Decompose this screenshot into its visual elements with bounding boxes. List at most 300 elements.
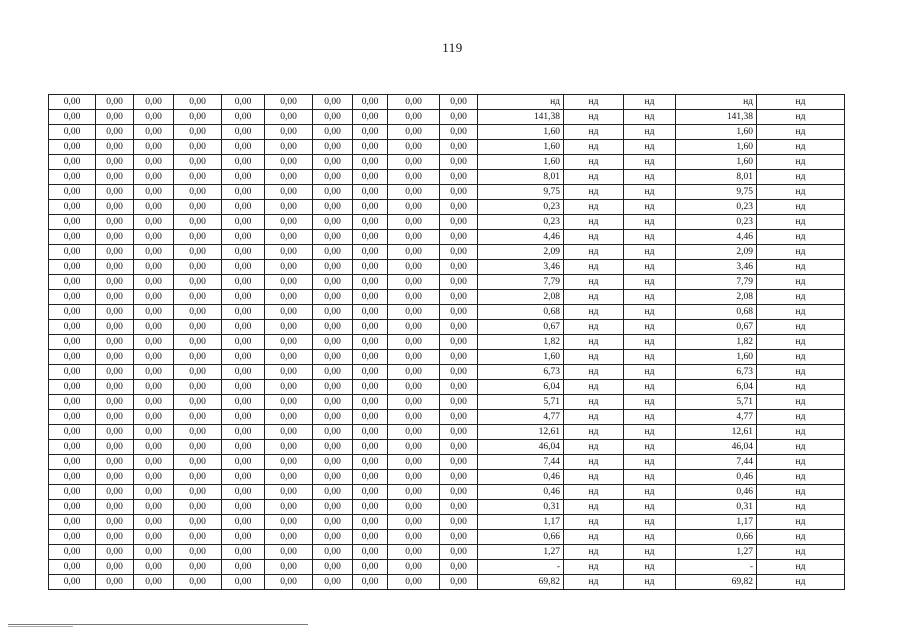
table-cell: нд [757,320,845,335]
table-cell: 0,00 [440,530,478,545]
table-cell: 0,00 [353,380,388,395]
table-cell: 0,00 [265,440,313,455]
table-cell: нд [624,560,676,575]
table-cell: 0,00 [265,230,313,245]
table-cell: 0,00 [388,350,440,365]
table-cell: 0,00 [265,560,313,575]
table-cell: 0,23 [478,200,564,215]
table-cell: 5,71 [478,395,564,410]
table-cell: 0,00 [440,245,478,260]
table-cell: 0,00 [134,455,174,470]
table-cell: нд [564,275,624,290]
table-cell: 0,00 [96,200,134,215]
table-cell: 0,00 [265,575,313,590]
table-cell: 1,17 [478,515,564,530]
table-cell: нд [564,575,624,590]
table-cell: - [478,560,564,575]
table-cell: 0,00 [440,560,478,575]
table-cell: 0,00 [96,125,134,140]
table-row [49,575,845,590]
table-cell: 0,00 [134,260,174,275]
table-cell: 0,00 [313,200,353,215]
table-cell: 0,00 [265,155,313,170]
table-cell: 0,00 [353,530,388,545]
table-cell: нд [624,485,676,500]
table-cell: 0,00 [49,185,96,200]
table-row [49,530,845,545]
table-cell: 0,00 [440,215,478,230]
table-cell: нд [564,350,624,365]
table-cell: 0,00 [313,455,353,470]
table-cell: 0,00 [49,395,96,410]
table-cell: 0,00 [174,380,222,395]
table-cell: 0,00 [222,215,265,230]
table-cell: нд [757,230,845,245]
table-cell: 0,00 [353,410,388,425]
table-cell: 0,00 [388,530,440,545]
table-cell: 0,00 [49,95,96,110]
table-cell: нд [624,230,676,245]
table-cell: 6,73 [478,365,564,380]
table-cell: 1,27 [478,545,564,560]
table-cell: 0,00 [440,200,478,215]
table-cell: 0,00 [353,200,388,215]
table-row [49,380,845,395]
table-cell: 0,00 [174,350,222,365]
table-cell: 0,00 [49,320,96,335]
table-cell: 6,04 [676,380,757,395]
table-cell: 0,00 [313,470,353,485]
table-cell: нд [624,200,676,215]
table-cell: 0,00 [353,470,388,485]
table-cell: 0,00 [388,545,440,560]
table-cell: 0,00 [134,215,174,230]
table-cell: 0,00 [222,125,265,140]
table-cell: нд [757,455,845,470]
table-cell: 0,00 [222,515,265,530]
table-cell: 0,00 [174,245,222,260]
table-cell: 0,00 [222,185,265,200]
table-cell: 46,04 [676,440,757,455]
table-cell: 0,00 [265,305,313,320]
table-cell: 0,00 [96,350,134,365]
table-cell: нд [757,290,845,305]
table-cell: 0,00 [49,245,96,260]
table-cell: 0,00 [440,155,478,170]
table-cell: нд [757,425,845,440]
table-row [49,410,845,425]
table-cell: 0,00 [388,155,440,170]
table-cell: 0,00 [222,575,265,590]
table-cell: 0,00 [49,470,96,485]
table-cell: 0,31 [478,500,564,515]
table-cell: 1,60 [676,350,757,365]
table-cell: 0,00 [222,230,265,245]
table-cell: 0,00 [313,110,353,125]
table-cell: 0,00 [222,410,265,425]
table-cell: 0,00 [388,380,440,395]
table-cell: нд [564,290,624,305]
table-cell: 0,00 [134,425,174,440]
table-cell: 0,00 [265,110,313,125]
table-row [49,245,845,260]
table-cell: 0,00 [96,410,134,425]
table-cell: 141,38 [676,110,757,125]
table-cell: 0,00 [353,320,388,335]
table-cell: 0,00 [49,500,96,515]
table-cell: 1,82 [478,335,564,350]
table-cell: 0,00 [134,395,174,410]
table-cell: 0,00 [134,350,174,365]
table-cell: 1,27 [676,545,757,560]
table-cell: 0,00 [313,260,353,275]
table-cell: 0,00 [96,245,134,260]
table-cell: 0,00 [440,170,478,185]
table-cell: нд [564,170,624,185]
table-cell: 0,00 [313,560,353,575]
table-row [49,110,845,125]
table-cell: 0,00 [49,425,96,440]
table-cell: 0,00 [265,215,313,230]
table-cell: 0,00 [222,530,265,545]
table-cell: 0,00 [440,380,478,395]
table-cell: 0,00 [265,335,313,350]
table-cell: 9,75 [676,185,757,200]
table-cell: 0,00 [49,410,96,425]
table-cell: 0,00 [96,545,134,560]
table-cell: 0,00 [174,335,222,350]
table-cell: нд [757,380,845,395]
table-cell: 9,75 [478,185,564,200]
footer-rule [8,624,308,625]
table-cell: 1,82 [676,335,757,350]
table-cell: нд [624,215,676,230]
table-cell: 0,00 [265,95,313,110]
table-cell: 0,00 [174,485,222,500]
table-cell: 0,00 [265,410,313,425]
table-cell: 4,77 [676,410,757,425]
table-cell: 0,00 [353,500,388,515]
table-cell: 0,00 [96,395,134,410]
table-row [49,485,845,500]
table-cell: 0,00 [265,245,313,260]
table-cell: 0,00 [174,575,222,590]
table-cell: 0,00 [313,380,353,395]
table-cell: 0,00 [96,500,134,515]
table-cell: 0,00 [440,230,478,245]
table-cell: 0,00 [174,305,222,320]
table-cell: 0,00 [134,170,174,185]
table-cell: нд [757,125,845,140]
table-cell: 0,00 [313,230,353,245]
table-cell: нд [624,125,676,140]
table-cell: нд [624,545,676,560]
table-cell: 0,00 [96,185,134,200]
table-cell: 0,00 [96,560,134,575]
table-cell: 0,00 [388,320,440,335]
table-cell: 0,00 [134,380,174,395]
table-cell: нд [757,95,845,110]
table-row [49,365,845,380]
table-cell: нд [757,185,845,200]
table-cell: нд [757,395,845,410]
table-cell: 5,71 [676,395,757,410]
table-cell: 0,68 [676,305,757,320]
table-cell: 0,00 [134,95,174,110]
table-cell: 0,00 [134,155,174,170]
table-cell: 1,60 [676,155,757,170]
table-cell: 0,00 [265,530,313,545]
table-cell: нд [564,185,624,200]
table-cell: нд [624,140,676,155]
table-cell: 0,23 [676,215,757,230]
table-cell: 0,00 [265,275,313,290]
table-row [49,260,845,275]
table-cell: 0,00 [440,335,478,350]
table-cell: 0,00 [388,185,440,200]
table-cell: нд [757,560,845,575]
table-cell: нд [564,305,624,320]
table-cell: 0,00 [49,155,96,170]
table-cell: 0,00 [313,575,353,590]
table-cell: 0,00 [174,530,222,545]
table-cell: 0,00 [313,545,353,560]
table-cell: нд [624,275,676,290]
table-cell: нд [564,335,624,350]
table-cell: 0,00 [96,380,134,395]
table-cell: 0,00 [440,455,478,470]
table-cell: 7,44 [676,455,757,470]
table-cell: нд [757,440,845,455]
table-cell: нд [564,140,624,155]
table-cell: 1,60 [478,140,564,155]
table-cell: 0,00 [353,95,388,110]
table-cell: 0,00 [134,575,174,590]
table-cell: 0,00 [313,395,353,410]
table-cell: 0,00 [440,425,478,440]
table-cell: 7,79 [478,275,564,290]
table-cell: нд [624,95,676,110]
table-cell: 0,00 [49,275,96,290]
table-row [49,305,845,320]
table-cell: нд [564,245,624,260]
table-cell: 0,00 [222,470,265,485]
table-cell: 0,67 [676,320,757,335]
table-cell: 69,82 [478,575,564,590]
table-cell: 3,46 [478,260,564,275]
table-cell: нд [564,155,624,170]
table-cell: 0,00 [388,275,440,290]
table-cell: нд [757,470,845,485]
table-cell: 0,00 [134,410,174,425]
table-cell: нд [624,365,676,380]
table-cell: 0,00 [96,155,134,170]
table-cell: 0,00 [353,350,388,365]
table-cell: 0,00 [313,365,353,380]
table-cell: 0,00 [134,230,174,245]
table-cell: 0,00 [174,140,222,155]
table-cell: 0,00 [134,290,174,305]
table-cell: 0,00 [96,215,134,230]
table-cell: 0,00 [440,485,478,500]
table-cell: 0,00 [440,515,478,530]
table-cell: нд [624,170,676,185]
table-row [49,545,845,560]
table-cell: 0,00 [313,215,353,230]
table-cell: 8,01 [676,170,757,185]
table-cell: 0,31 [676,500,757,515]
table-cell: 0,00 [222,260,265,275]
table-cell: 0,00 [174,290,222,305]
table-cell: 0,00 [440,140,478,155]
table-cell: 0,00 [265,365,313,380]
table-cell: 1,60 [478,155,564,170]
table-cell: нд [564,320,624,335]
table-cell: нд [564,110,624,125]
table-cell: нд [757,335,845,350]
table-cell: 0,00 [265,485,313,500]
table-cell: 0,00 [353,305,388,320]
table-cell: 12,61 [676,425,757,440]
table-row [49,185,845,200]
table-cell: 0,00 [353,335,388,350]
table-cell: 0,67 [478,320,564,335]
table-cell: нд [757,410,845,425]
table-cell: 0,00 [96,110,134,125]
table-cell: 0,00 [388,125,440,140]
table-cell: 0,00 [313,125,353,140]
table-cell: 0,00 [313,155,353,170]
table-cell: 0,00 [353,275,388,290]
table-cell: 0,00 [265,500,313,515]
table-cell: 0,00 [222,380,265,395]
table-cell: 0,00 [96,320,134,335]
table-cell: нд [624,290,676,305]
table-cell: 0,00 [440,500,478,515]
table-cell: нд [676,95,757,110]
table-cell: нд [564,395,624,410]
table-cell: 0,00 [313,515,353,530]
table-cell: 0,00 [388,200,440,215]
table-cell: 0,00 [174,560,222,575]
table-cell: 0,00 [313,320,353,335]
table-row [49,155,845,170]
table-cell: 0,00 [388,365,440,380]
table-cell: 0,00 [440,275,478,290]
table-cell: 0,00 [96,290,134,305]
table-cell: 0,00 [174,440,222,455]
table-cell: 1,60 [676,140,757,155]
table-cell: 0,00 [388,245,440,260]
table-cell: нд [624,425,676,440]
table-cell: 0,00 [96,515,134,530]
table-cell: 0,00 [440,305,478,320]
table-cell: 0,00 [353,365,388,380]
table-cell: 0,00 [222,170,265,185]
table-cell: 0,00 [353,260,388,275]
table-cell: нд [478,95,564,110]
table-cell: 0,00 [134,560,174,575]
table-row [49,230,845,245]
table-cell: 0,00 [174,110,222,125]
table-cell: 0,00 [388,95,440,110]
table-cell: 0,00 [134,545,174,560]
table-cell: 2,08 [478,290,564,305]
table-cell: нд [624,320,676,335]
table-cell: нд [564,515,624,530]
table-cell: 0,00 [174,365,222,380]
table-cell: нд [757,545,845,560]
table-cell: 0,00 [96,425,134,440]
table-cell: 0,00 [440,185,478,200]
table-cell: 0,00 [440,350,478,365]
table-cell: 0,00 [313,140,353,155]
table-cell: 0,00 [388,395,440,410]
table-cell: 0,00 [313,275,353,290]
table-cell: 1,60 [478,125,564,140]
data-table [48,94,845,590]
table-cell: 0,00 [313,350,353,365]
table-cell: 1,17 [676,515,757,530]
table-cell: нд [624,335,676,350]
table-cell: 0,00 [388,455,440,470]
table-cell: 0,00 [134,275,174,290]
table-cell: 4,77 [478,410,564,425]
table-cell: 0,00 [49,125,96,140]
table-cell: 0,00 [265,170,313,185]
table-cell: 0,00 [388,305,440,320]
table-row [49,425,845,440]
table-row [49,125,845,140]
table-row [49,95,845,110]
table-cell: 0,00 [440,395,478,410]
table-cell: 0,00 [174,320,222,335]
table-cell: 0,00 [96,440,134,455]
table-cell: нд [757,155,845,170]
table-cell: нд [564,380,624,395]
table-cell: 4,46 [478,230,564,245]
table-cell: нд [624,470,676,485]
table-cell: 0,00 [222,245,265,260]
table-cell: нд [624,395,676,410]
table-cell: нд [757,305,845,320]
table-cell: 0,00 [353,560,388,575]
table-cell: 0,00 [96,305,134,320]
table-cell: нд [624,515,676,530]
table-cell: нд [624,440,676,455]
table-cell: 0,00 [222,335,265,350]
table-cell: нд [564,560,624,575]
table-cell: нд [624,185,676,200]
table-row [49,560,845,575]
table-cell: 0,00 [440,110,478,125]
table-cell: 0,00 [313,410,353,425]
table-cell: нд [624,410,676,425]
table-cell: 0,00 [265,380,313,395]
table-cell: 2,08 [676,290,757,305]
table-cell: 0,00 [49,215,96,230]
table-cell: нд [624,380,676,395]
table-cell: 0,00 [440,320,478,335]
table-cell: нд [757,485,845,500]
table-cell: 0,00 [134,440,174,455]
table-cell: 0,00 [96,530,134,545]
table-cell: 0,00 [49,455,96,470]
table-cell: 0,00 [49,530,96,545]
table-cell: 0,00 [222,395,265,410]
table-cell: нд [564,500,624,515]
table-cell: 0,00 [134,470,174,485]
